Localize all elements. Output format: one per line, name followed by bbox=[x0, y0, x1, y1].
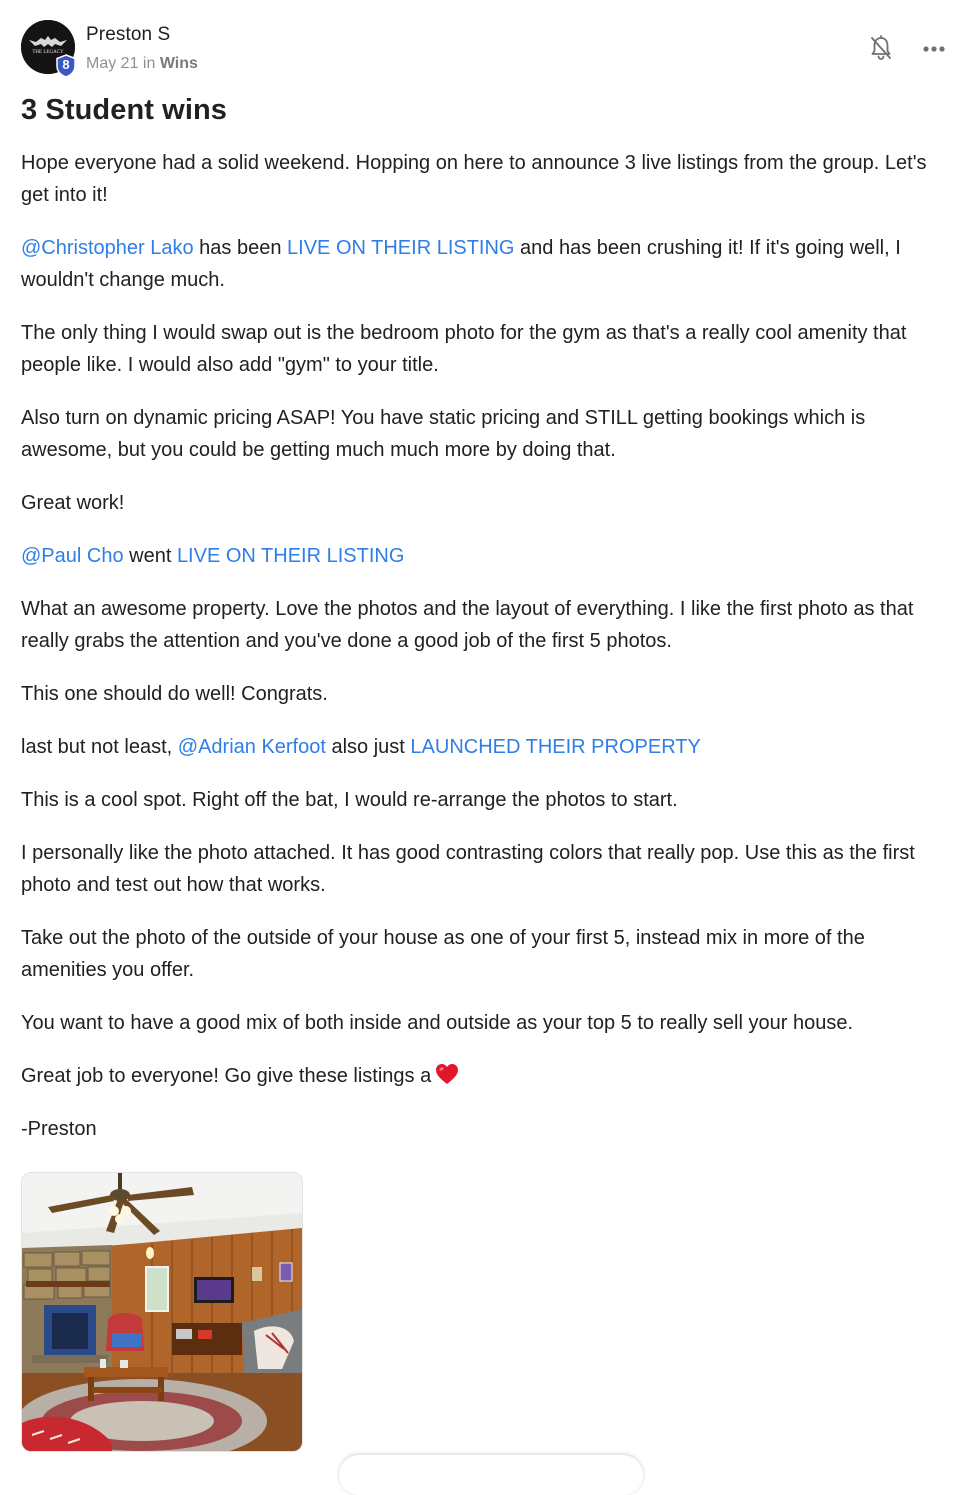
signature: -Preston bbox=[21, 1118, 97, 1140]
living-room-photo-icon bbox=[22, 1173, 302, 1451]
paragraph-text: also just bbox=[325, 736, 411, 758]
bell-off-icon bbox=[867, 34, 895, 64]
post-date: May 21 bbox=[86, 55, 139, 72]
heart-icon bbox=[435, 1063, 459, 1085]
listing-link[interactable]: LAUNCHED THEIR PROPERTY bbox=[410, 736, 701, 758]
more-options-button[interactable] bbox=[919, 38, 949, 60]
listing-link[interactable]: LIVE ON THEIR LISTING bbox=[287, 237, 515, 259]
author-avatar[interactable] bbox=[21, 20, 75, 74]
paragraph: What an awesome property. Love the photos and the layout of everything. I like the first photo as that really grabs the attention and you've done a good job of the first 5 photos. bbox=[21, 598, 914, 652]
post-body bbox=[21, 147, 941, 1166]
post-header bbox=[21, 20, 951, 76]
paragraph: Hope everyone had a solid weekend. Hopping on here to announce 3 live listings from the group. Let's get into it! bbox=[21, 152, 927, 206]
paragraph bbox=[21, 540, 941, 572]
post-meta bbox=[86, 55, 198, 73]
category-link[interactable]: Wins bbox=[159, 55, 198, 72]
paragraph: The only thing I would swap out is the bedroom photo for the gym as that's a really cool amenity that people like. I would also add "gym" to your title. bbox=[21, 322, 907, 376]
meta-in-word: in bbox=[142, 55, 156, 72]
paragraph-text: has been bbox=[193, 237, 288, 259]
mention-link[interactable]: @Christopher Lako bbox=[21, 237, 194, 259]
paragraph: Great work! bbox=[21, 492, 125, 514]
paragraph bbox=[21, 731, 941, 763]
notification-toggle-button[interactable] bbox=[867, 34, 895, 64]
more-horizontal-icon bbox=[919, 38, 949, 60]
paragraph-text: last but not least, bbox=[21, 736, 178, 758]
paragraph: I personally like the photo attached. It has good contrasting colors that really pop. Use this as the first photo and test out how that works. bbox=[21, 842, 915, 896]
paragraph bbox=[21, 1060, 941, 1092]
post-title: 3 Student wins bbox=[21, 94, 228, 126]
paragraph: This one should do well! Congrats. bbox=[21, 683, 328, 705]
paragraph-text: Great job to everyone! Go give these listings a bbox=[21, 1065, 432, 1087]
paragraph: Take out the photo of the outside of your house as one of your first 5, instead mix in more of the amenities you offer. bbox=[21, 927, 865, 981]
avatar-text: THE LEGACY bbox=[32, 50, 64, 55]
paragraph: Also turn on dynamic pricing ASAP! You have static pricing and STILL getting bookings which is awesome, but you could be getting much much more by doing that. bbox=[21, 407, 866, 461]
paragraph-text: went bbox=[123, 545, 177, 567]
level-number: 8 bbox=[62, 57, 70, 72]
paragraph: You want to have a good mix of both inside and outside as your top 5 to really sell your house. bbox=[21, 1012, 854, 1034]
mention-link[interactable]: @Adrian Kerfoot bbox=[177, 736, 326, 758]
paragraph-text: and has been crushing it! If it's going well, I wouldn't change much. bbox=[21, 237, 901, 291]
paragraph: This is a cool spot. Right off the bat, I would re-arrange the photos to start. bbox=[21, 789, 678, 811]
paragraph bbox=[21, 232, 941, 296]
mention-link[interactable]: @Paul Cho bbox=[21, 545, 124, 567]
floating-action-bar[interactable] bbox=[339, 1455, 643, 1495]
listing-link[interactable]: LIVE ON THEIR LISTING bbox=[176, 545, 405, 567]
author-name[interactable]: Preston S bbox=[86, 24, 171, 45]
attached-photo[interactable] bbox=[21, 1172, 303, 1452]
level-badge bbox=[55, 54, 77, 78]
